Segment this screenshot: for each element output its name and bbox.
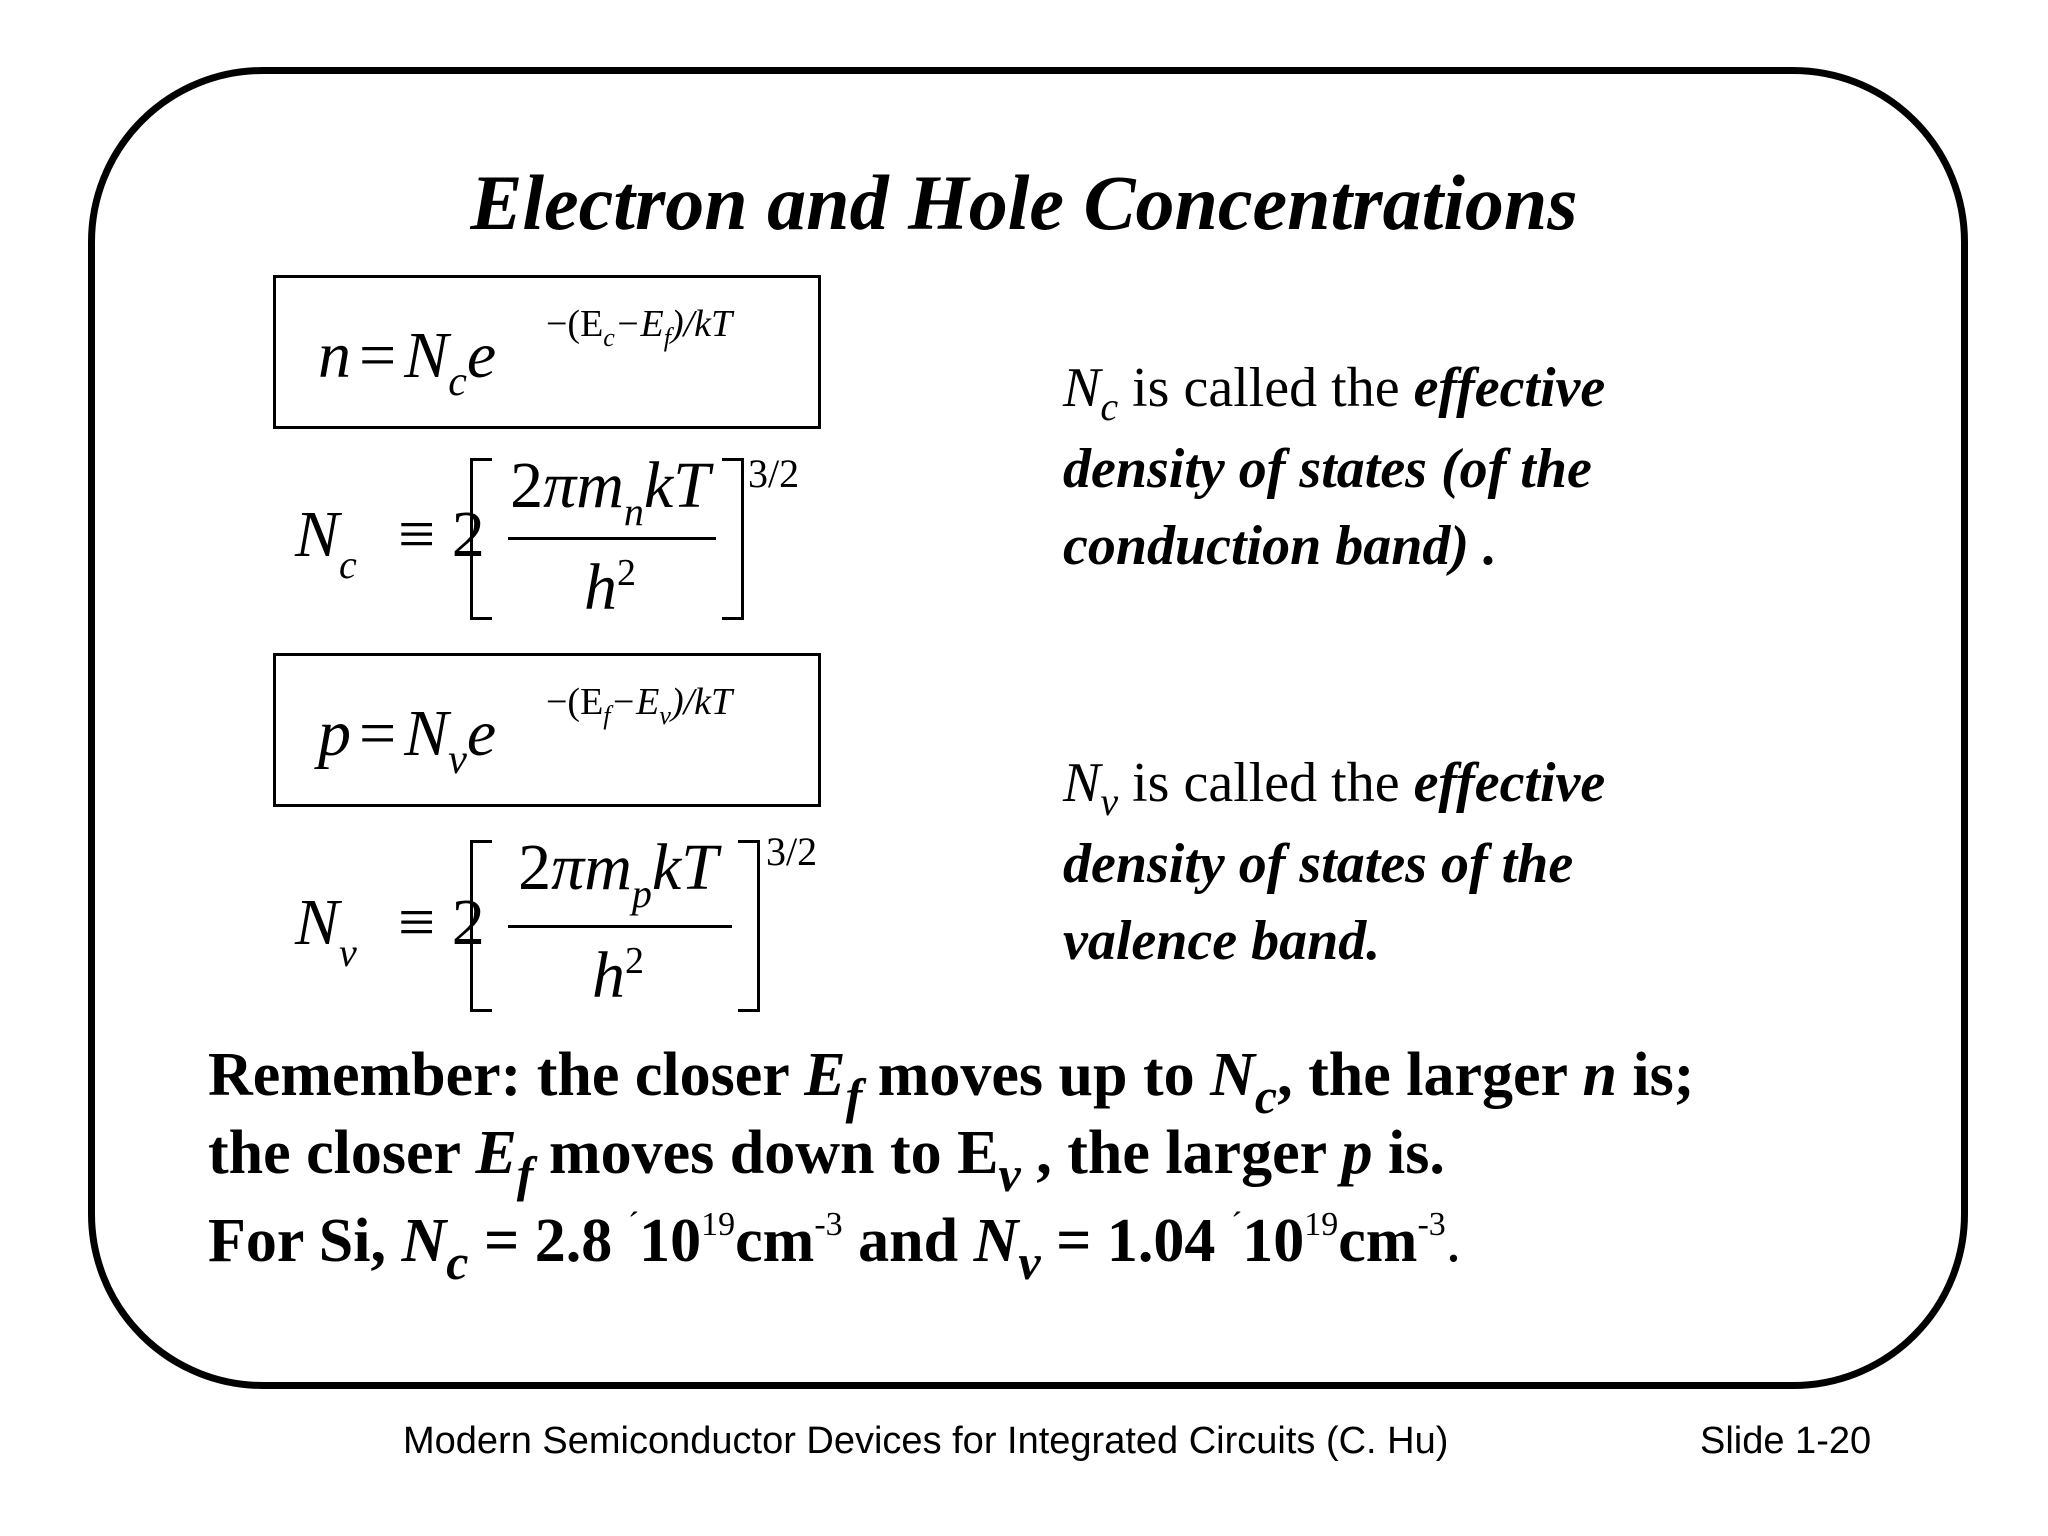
- equation-nc-lhs: $N_c$: [295, 498, 357, 587]
- slide-title: Electron and Hole Concentrations: [470, 159, 1578, 246]
- footer-course-title: Modern Semiconductor Devices for Integrated Circuits (C. Hu): [403, 1420, 1449, 1462]
- nc-description: $N_c$ is called the effective density of states (of the conduction band) .: [1063, 357, 1606, 577]
- remember-line-2: the closer $E_f$ moves down to $E_v$ , the larger p is.: [208, 1119, 1445, 1202]
- equation-nc-fraction-bar: [508, 537, 716, 540]
- equation-nc-denominator: $h^2$: [584, 551, 636, 624]
- equation-nc-power: 3/2: [748, 451, 800, 496]
- equation-n: $n = N_ce$: [318, 319, 497, 405]
- footer-slide-number: Slide 1-20: [1700, 1420, 1872, 1462]
- equation-nv-equiv: ≡ 2: [398, 886, 485, 959]
- equation-nv-denominator: $h^2$: [592, 939, 644, 1012]
- equation-nv-fraction-bar: [508, 925, 732, 928]
- remember-line-1: Remember: the closer $E_f$ moves up to $N_c$, the larger n is;: [208, 1041, 1695, 1124]
- equation-nv-numerator: $2\pi m_pkT$: [518, 831, 718, 916]
- equation-nv-power: 3/2: [766, 829, 818, 874]
- equation-p-exponent: $-(E_f-E_v)/kT$: [546, 681, 733, 730]
- equation-nv-right-bracket: [738, 840, 760, 1012]
- nv-description: $N_v$ is called the effective density of states of the valence band.: [1063, 752, 1606, 972]
- equation-nv-left-bracket: [470, 840, 492, 1012]
- equation-nc-right-bracket: [722, 458, 744, 620]
- si-values-line: For Si, $N_c = 2.8$ $^´10^{19}cm^{-3}$ and $N_v = 1.04$ $^´10^{19}cm^{-3}$.: [208, 1206, 1462, 1290]
- equation-nv-lhs: $N_v$: [295, 886, 357, 975]
- equation-p: $p = N_ve$: [318, 697, 497, 783]
- equation-nc-numerator: $2\pi m_nkT$: [510, 449, 710, 534]
- equation-n-exponent: $-(E_c-E_f)/kT$: [546, 303, 733, 352]
- equation-nc-equiv: ≡ 2: [398, 498, 485, 571]
- equation-nc-left-bracket: [470, 458, 492, 620]
